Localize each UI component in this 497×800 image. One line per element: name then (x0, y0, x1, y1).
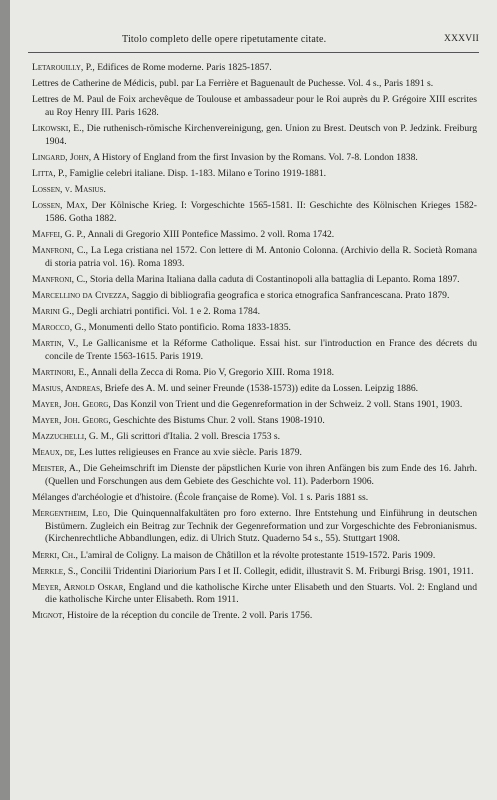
entry-text: England und die katholische Kirche unter Elisabeth und den Stuarts. Vol. 2: England und die katholische Kirche unter Elisabeth. Rom 1911. (45, 581, 477, 606)
entry-author: Merkle, S., (32, 565, 79, 577)
entry-text: Monumenti dello Stato pontificio. Roma 1833-1835. (86, 321, 291, 333)
entry-text: Die Quinquennalfakultäten pro foro externo. Ihre Entstehung und Einführung in deutschen Bistümern. Zugleich ein Beitrag zur Technik der Gegenreformation und zur Vorgeschichte des Febronianismus. (Kirchenrechtliche Abbandlungen, ediz. di Ulrich Stutz. Quaderno 54 s., 55). Stuttgart 1908. (45, 507, 478, 545)
entry-text: Annali di Gregorio XIII Pontefice Massimo. 2 voll. Roma 1742. (85, 228, 335, 240)
entry-text: Gli scrittori d'Italia. 2 voll. Brescia 1753 s. (113, 430, 281, 442)
entry-text: Storia della Marina Italiana dalla caduta di Costantinopoli alla battaglia di Lepanto. Roma 1897. (87, 273, 460, 285)
entry-text: Famiglie celebri italiane. Disp. 1-183. Milano e Torino 1919-1881. (67, 167, 327, 179)
entry-author: Martinori, E., (32, 366, 90, 378)
entry-author: Manfroni, C., (32, 244, 89, 256)
bibliography-entry (32, 582, 477, 608)
entry-text: Geschichte des Bistums Chur. 2 voll. Stans 1908-1910. (110, 414, 325, 426)
running-title: Titolo completo delle opere ripetutamente citate. (122, 34, 327, 45)
bibliography-entry (32, 245, 477, 271)
bibliography-entry (32, 492, 477, 505)
bibliography-entry (32, 508, 477, 547)
bibliography-entry (32, 415, 477, 428)
bibliography-entry (32, 399, 477, 412)
entry-text: Lettres de M. Paul de Foix archevêque de Toulouse et ambassadeur pour le Roi auprès du P. Grégoire XIII escrites au Roy Henry III. Paris 1628. (32, 94, 477, 118)
bibliography-entry (32, 463, 477, 489)
entry-author: Lingard, John, (32, 151, 92, 163)
entry-author: Letarouilly, P., (32, 62, 95, 73)
entry-text: Degli archiatri pontifici. Vol. 1 e 2. Roma 1784. (74, 305, 261, 317)
entry-author: Likowski, E., (32, 122, 84, 134)
bibliography-entry (32, 431, 477, 444)
entry-text: Annali della Zecca di Roma. Pio V, Gregorio XIII. Roma 1918. (89, 366, 335, 378)
bibliography-entry (32, 383, 477, 396)
bibliography-entry (32, 229, 477, 242)
entry-text: Mélanges d'archéologie et d'histoire. (École française de Rome). Vol. 1 s. Paris 1881 ss. (32, 491, 369, 503)
bibliography-entry (32, 78, 477, 91)
entry-text: Saggio di bibliografia geografica e storica etnografica Sanfrancescana. Prato 1879. (129, 289, 450, 301)
bibliography-entry (32, 322, 477, 335)
entry-author: Manfroni, C., (32, 273, 88, 285)
entry-author: Marcellino da Civezza, (32, 289, 130, 301)
bibliography-entry (32, 62, 477, 75)
entry-author: Maffei, G. P., (32, 228, 86, 240)
entry-author: Mazzuchelli, G. M., (32, 430, 114, 442)
bibliography-entry (32, 94, 477, 120)
entry-text: Lettres de Catherine de Médicis, publ. par La Ferrière et Baguenault de Puchesse. Vol. 4 s., Paris 1891 s. (32, 78, 434, 90)
entry-author: Marini G., (32, 305, 75, 317)
bibliography-entry (32, 447, 477, 460)
entry-author: Meister, A., (32, 462, 81, 474)
entry-text: Briefe des A. M. und seiner Freunde (1538-1573)) edite da Lossen. Leipzig 1886. (102, 382, 419, 394)
book-page (10, 0, 497, 800)
entry-author: Lossen, v. Masius. (32, 183, 106, 195)
bibliography-list (32, 62, 477, 626)
bibliography-entry (32, 566, 477, 579)
entry-author: Mayer, Joh. Georg, (32, 398, 111, 410)
bibliography-entry (32, 152, 477, 165)
entry-text: Die Geheimschrift im Dienste der päpstlichen Kurie von ihren Anfängen bis zum Ende des 16. Jahrh. (Quellen und Forschungen aus dem Gebiete des Geschichte vol. 11). Paderborn 1906. (45, 462, 477, 487)
entry-author: Mergentheim, Leo, (32, 507, 110, 519)
bibliography-entry (32, 184, 477, 197)
header-rule (28, 52, 479, 53)
entry-text: Concilii Tridentini Diariorium Pars I et II. Collegit, edidit, illustravit S. M. Friburgi Brisg. 1901, 1911. (78, 565, 474, 577)
entry-author: Mignot, (32, 610, 65, 622)
bibliography-entry (32, 123, 477, 149)
bibliography-entry (32, 367, 477, 380)
page-number: XXXVII (444, 34, 479, 44)
bibliography-entry (32, 168, 477, 181)
bibliography-entry (32, 306, 477, 319)
entry-author: Litta, P., (32, 167, 68, 179)
bibliography-entry (32, 200, 477, 226)
entry-text: Histoire de la réception du concile de Trente. 2 voll. Paris 1756. (64, 610, 313, 622)
bibliography-entry (32, 550, 477, 563)
entry-author: Merki, Ch., (32, 549, 78, 561)
entry-text: La Lega cristiana nel 1572. Con lettere di M. Antonio Colonna. (Archivio della R. Società Romana di storia patria vol. 16). Roma 1893. (45, 244, 478, 269)
entry-author: Mayer, Joh. Georg, (32, 414, 111, 426)
bibliography-entry (32, 610, 477, 623)
entry-text: Der Kölnische Krieg. I: Vorgeschichte 1565-1581. II: Geschichte des Kölnischen Krieges 1582-1586. Gotha 1882. (45, 199, 477, 224)
entry-author: Meyer, Arnold Oskar, (32, 581, 126, 593)
entry-author: Marocco, G., (32, 321, 87, 333)
entry-text: Edifices de Rome moderne. Paris 1825-1857. (94, 62, 272, 73)
entry-text: Die ruthenisch-römische Kirchenvereinigung, gen. Union zu Brest. Deutsch von P. Jedzink. Freiburg 1904. (45, 122, 477, 147)
entry-text: Le Gallicanisme et la Réforme Catholique. Essai hist. sur l'introduction en France des décrets du concile de Trente 1563-1615. Paris 1919. (45, 337, 477, 362)
entry-author: Masius, Andreas, (32, 382, 103, 394)
bibliography-entry (32, 338, 477, 364)
entry-author: Lossen, Max, (32, 199, 88, 211)
bibliography-entry (32, 290, 477, 303)
entry-author: Martin, V., (32, 337, 79, 349)
bibliography-entry (32, 274, 477, 287)
entry-author: Meaux, de, (32, 446, 77, 458)
entry-text: L'amiral de Coligny. La maison de Châtillon et la révolte protestante 1519-1572. Paris 1909. (77, 549, 436, 561)
entry-text: A History of England from the first Invasion by the Romans. Vol. 7-8. London 1838. (91, 151, 418, 163)
entry-text: Les luttes religieuses en France au xvie siècle. Paris 1879. (76, 446, 302, 458)
entry-text: Das Konzil von Trient und die Gegenreformation in der Schweiz. 2 voll. Stans 1901, 1903. (110, 398, 463, 410)
